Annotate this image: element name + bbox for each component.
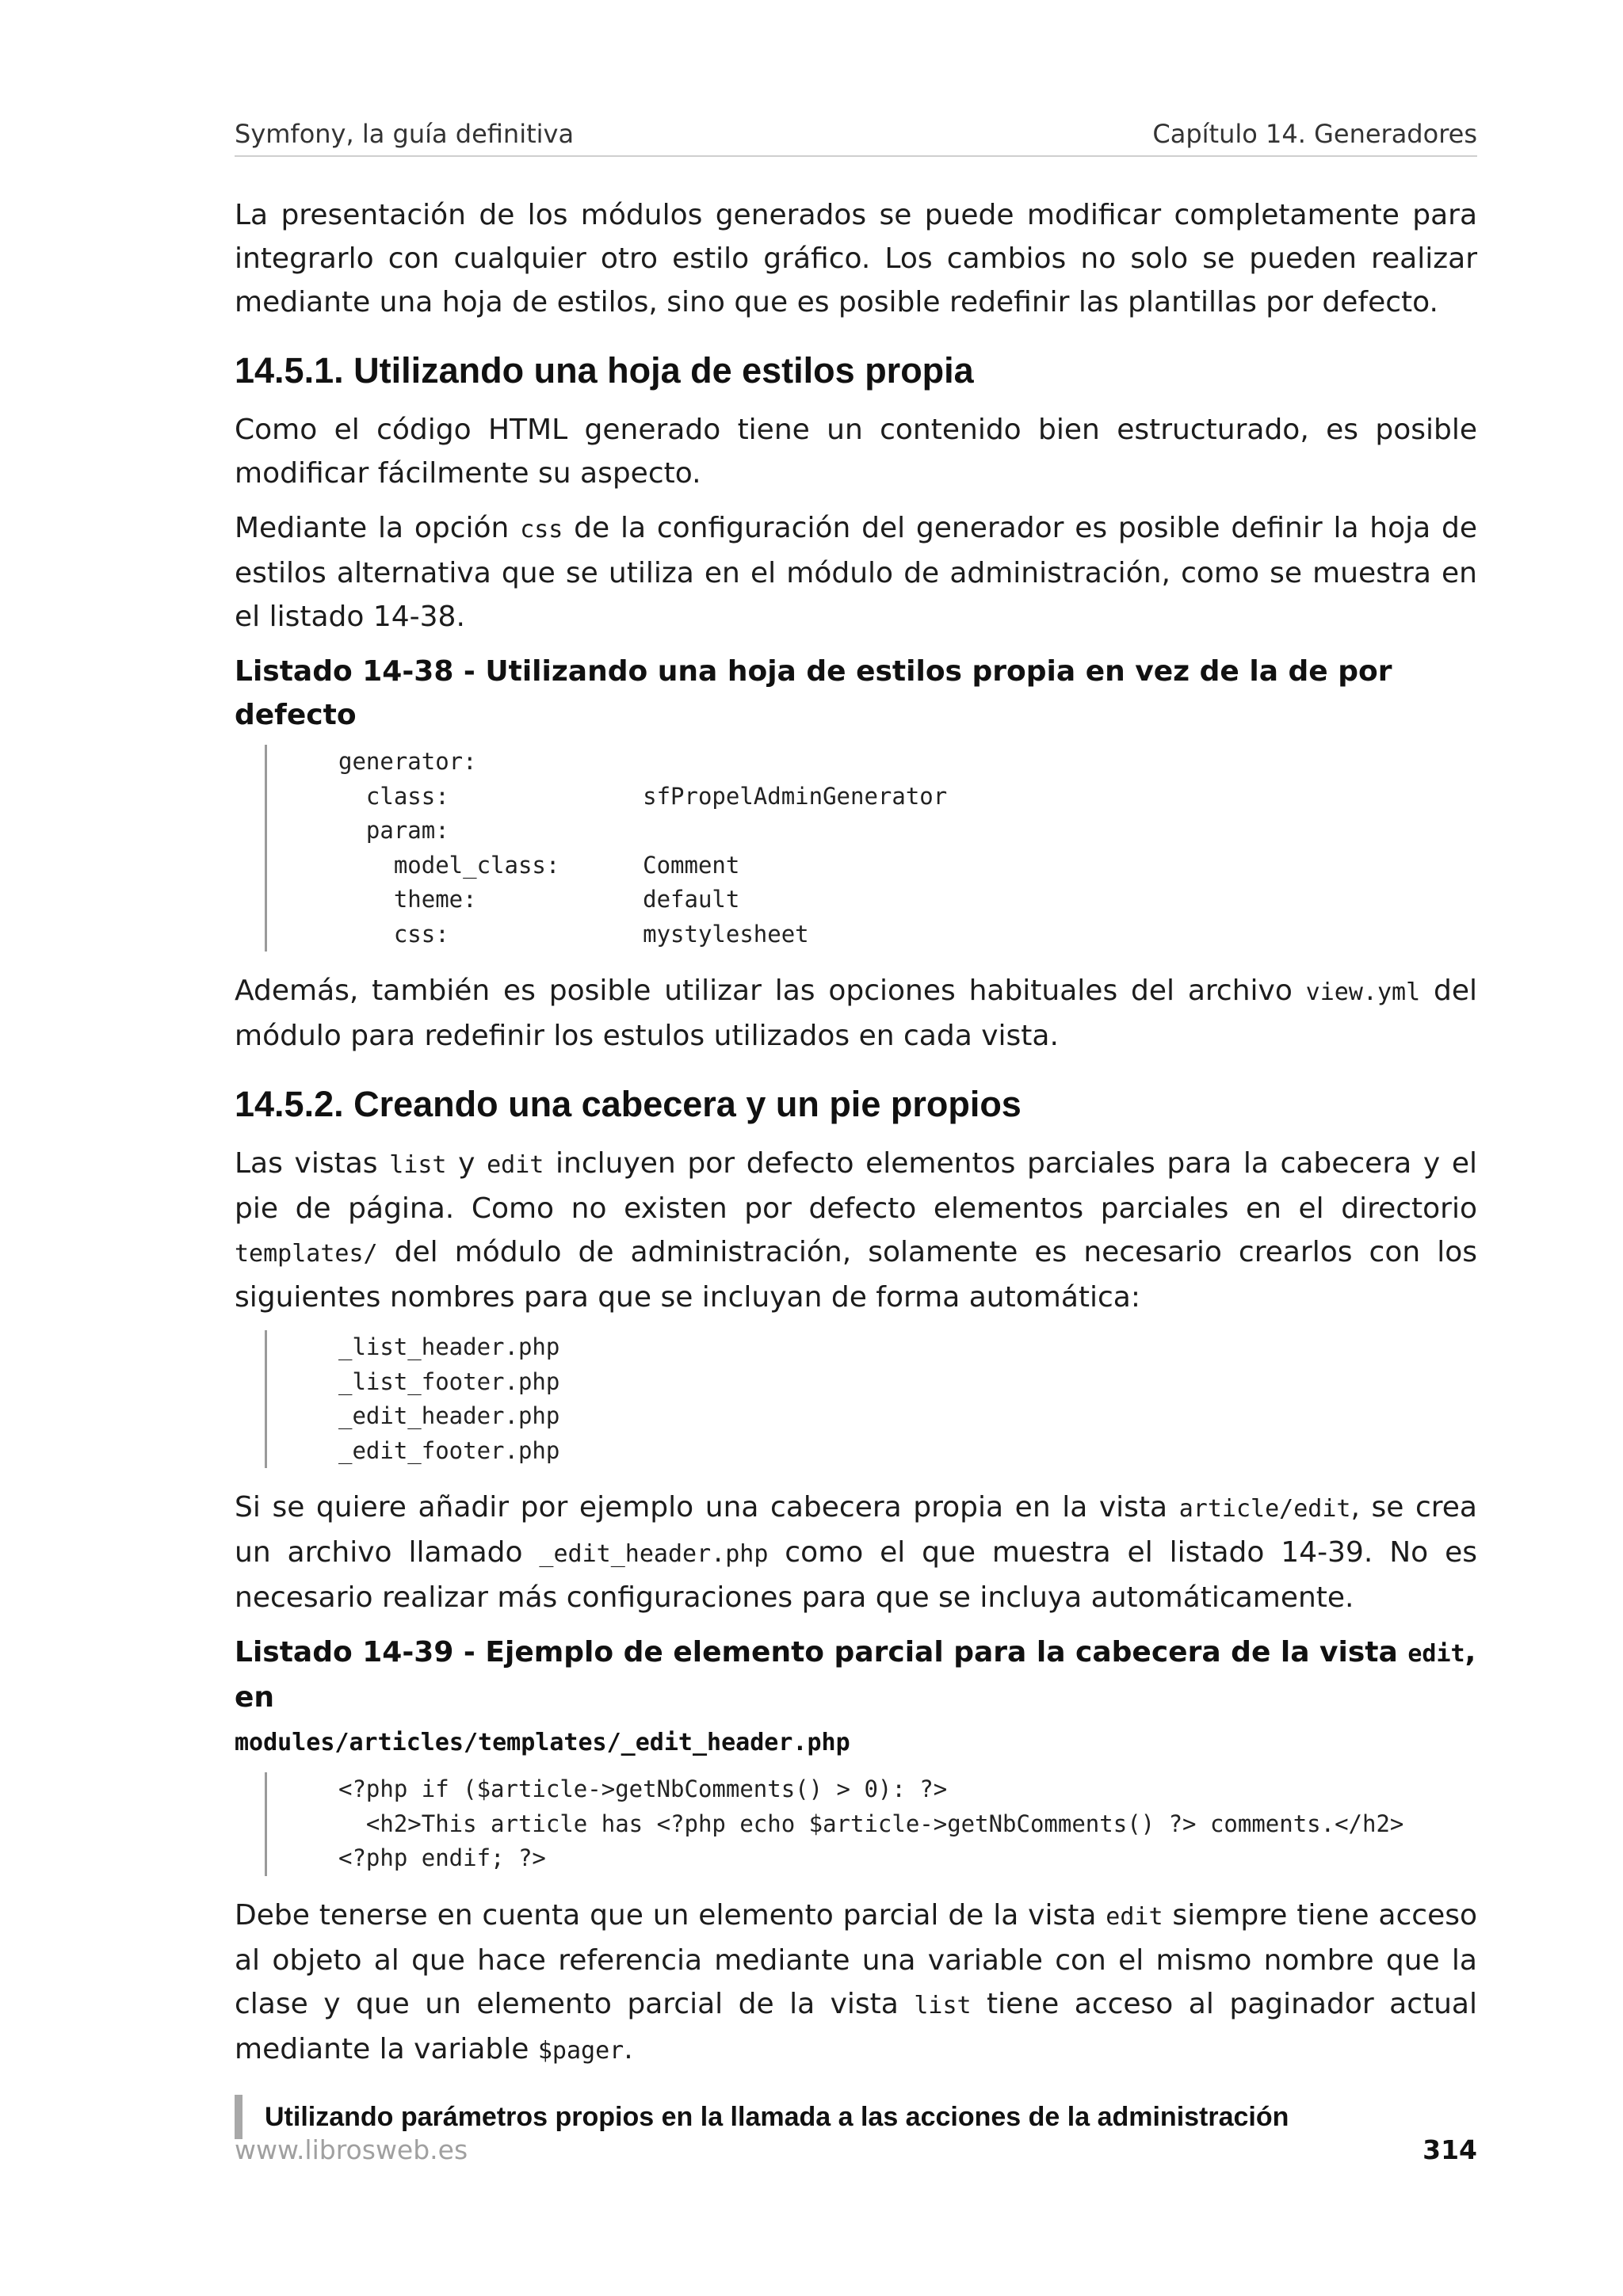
section1-paragraph-2: Mediante la opción css de la configuración del generador es posible definir la hoja de estilos alternativa que se utiliza en el módulo de administración, como se muestra en el listado 14-38. [235,512,1478,633]
inline-code: edit [1407,1640,1465,1668]
chapter-title: Capítulo 14. Generadores [1152,119,1477,149]
page-number: 314 [1423,2134,1477,2165]
section-heading-14-5-2: 14.5.2. Creando una cabecera y un pie propios [235,1084,1022,1124]
page-footer [235,2134,1477,2174]
section1-paragraph-1: Como el código HTML generado tiene un contenido bien estructurado, es posible modificar fácilmente su aspecto. [235,414,1477,490]
code-block-generator-config: generator: class: sfPropelAdminGenerator param: model_class: Comment theme: default css: mystylesheet [265,745,1477,952]
section2-paragraph-3: Debe tenerse en cuenta que un elemento parcial de la vista edit siempre tiene acceso al objeto al que hace referencia mediante una variable con el mismo nombre que la clase y que un elemento parcial de la vista list tiene acceso al paginador actual mediante la variable $pager. [235,1898,1478,2065]
inline-code: _edit_header.php [539,1540,769,1568]
inline-code: css [520,516,563,543]
inline-code: list [389,1151,447,1179]
section2-paragraph-2: Si se quiere añadir por ejemplo una cabecera propia en la vista article/edit, se crea un archivo llamado _edit_header.php como el que muestra el listado 14-39. No es necesario realizar más configuraciones para que se incluya automáticamente. [235,1491,1478,1614]
book-title: Symfony, la guía definitiva [235,119,575,149]
listing-path: modules/articles/templates/_edit_header.php [235,1729,850,1756]
inline-code: view.yml [1305,978,1421,1006]
listing-14-39-title: Listado 14-39 - Ejemplo de elemento parcial para la cabecera de la vista edit, en modules/articles/templates/_edit_header.php [235,1636,1476,1756]
sidebar-note-title: Utilizando parámetros propios en la llamada a las acciones de la administración [235,2095,1477,2139]
running-header [235,119,1477,157]
code-block-partial-files: _list_header.php _list_footer.php _edit_header.php _edit_footer.php [265,1330,1477,1468]
section-heading-14-5-1: 14.5.1. Utilizando una hoja de estilos propia [235,350,974,391]
listing-14-38-title: Listado 14-38 - Utilizando una hoja de estilos propia en vez de la de por defecto [235,655,1392,731]
inline-code: edit [1106,1902,1163,1931]
section1-paragraph-3: Además, también es posible utilizar las opciones habituales del archivo view.yml del módulo para redefinir los estulos utilizados en cada vista. [235,974,1477,1052]
page-content [235,193,1477,2139]
document-page [235,0,1477,2296]
inline-code: templates/ [235,1240,378,1268]
inline-code: list [914,1991,972,2019]
inline-code: article/edit [1178,1495,1351,1523]
footer-site-link[interactable]: www.librosweb.es [235,2134,468,2165]
code-block-php-partial: <?php if ($article->getNbComments() > 0): ?> <h2>This article has <?php echo $article->getNbComments() ?> comments.</h2> <?php endif; ?> [265,1772,1477,1876]
inline-code: edit [487,1151,544,1179]
intro-paragraph: La presentación de los módulos generados se puede modificar completamente para integrarlo con cualquier otro estilo gráfico. Los cambios no solo se pueden realizar mediante una hoja de estilos, sino que es posible redefinir las plantillas por defecto. [235,199,1477,318]
section2-paragraph-1: Las vistas list y edit incluyen por defecto elementos parciales para la cabecera y el pie de página. Como no existen por defecto elementos parciales en el directorio templates/ del módulo de administración, solamente es necesario crearlos con los siguientes nombres para que se incluyan de forma automática: [235,1147,1477,1314]
inline-code: $pager [537,2036,624,2065]
